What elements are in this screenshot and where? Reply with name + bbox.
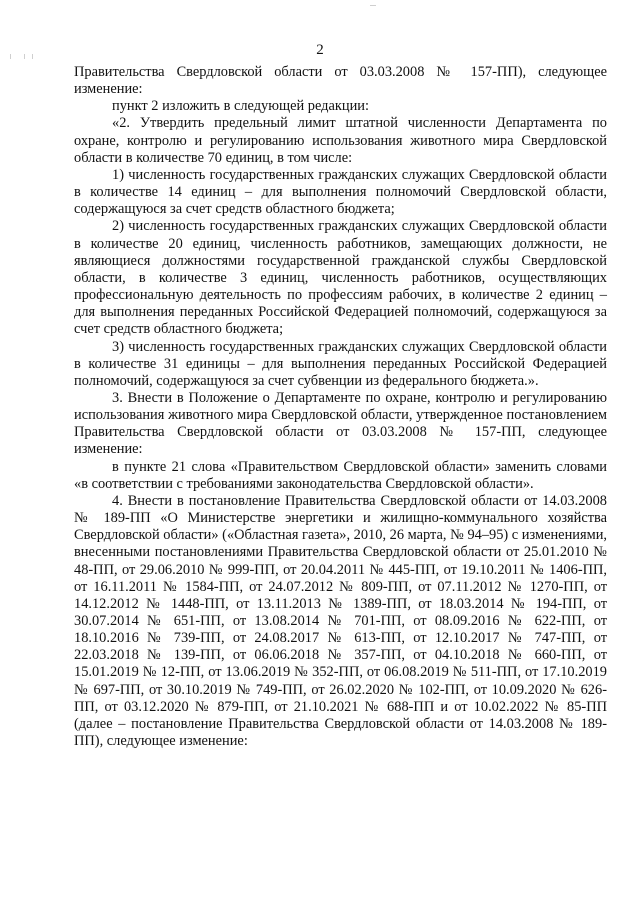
scan-artifact-mark [370, 5, 376, 6]
document-body [74, 64, 607, 750]
paragraph: 4. Внести в постановление Правительства Свердловской области от 14.03.2008 № 189-ПП «О Министерстве энергетики и жилищно-коммунального хозяйства Свердловской области» («Областная газета», 2010, 26 марта, № 94–95) с изменениями, внесенными постановлениями Правительства Свердловской области от 25.01.2010 № 48-ПП, от 29.06.2010 № 999-ПП, от 20.04.2011 № 445-ПП, от 19.10.2011 № 1406-ПП, от 16.11.2011 № 1584-ПП, от 24.07.2012 № 809-ПП, от 07.11.2012 № 1270-ПП, от 14.12.2012 № 1448-ПП, от 13.11.2013 № 1389-ПП, от 18.03.2014 № 194-ПП, от 30.07.2014 № 651-ПП, от 13.08.2014 № 701-ПП, от 08.09.2016 № 622-ПП, от 18.10.2016 № 739-ПП, от 24.08.2017 № 613-ПП, от 12.10.2017 № 747-ПП, от 22.03.2018 № 139-ПП, от 06.06.2018 № 357-ПП, от 04.10.2018 № 660-ПП, от 15.01.2019 № 12-ПП, от 13.06.2019 № 352-ПП, от 06.08.2019 № 511-ПП, от 17.10.2019 № 697-ПП, от 30.10.2019 № 749-ПП, от 26.02.2020 № 102-ПП, от 10.09.2020 № 626-ПП, от 03.12.2020 № 879-ПП, от 21.10.2021 № 688-ПП и от 10.02.2022 № 85-ПП (далее – постановление Правительства Свердловской области от 14.03.2008 № 189-ПП), следующее изменение: [74, 492, 607, 750]
page-number: 2 [316, 42, 324, 58]
paragraph: Правительства Свердловской области от 03.03.2008 № 157-ПП), следующее изменение: [74, 64, 607, 98]
paragraph: 3. Внести в Положение о Департаменте по охране, контролю и регулированию использования животного мира Свердловской области, утвержденное постановлением Правительства Свердловской области от 03.03.2008 № 157-ПП, следующее изменение: [74, 389, 607, 458]
paragraph: 2) численность государственных гражданских служащих Свердловской области в количестве 20 единиц, численность работников, замещающих должности, не являющиеся должностями государственной гражданской службы Свердловской области, в количестве 3 единиц, численность работников, осуществляющих профессиональную деятельность по профессиям рабочих, в количестве 2 единиц – для выполнения переданных Российской Федерацией полномочий, содержащуюся за счет средств областного бюджета; [74, 218, 607, 338]
paragraph: 3) численность государственных гражданских служащих Свердловской области в количестве 31 единицы – для выполнения переданных Российской Федерацией полномочий, содержащуюся за счет субвенции из федерального бюджета.». [74, 338, 607, 389]
paragraph: «2. Утвердить предельный лимит штатной численности Департамента по охране, контролю и регулированию использования животного мира Свердловской области в количестве 70 единиц, в том числе: [74, 115, 607, 166]
paragraph: в пункте 21 слова «Правительством Свердловской области» заменить словами «в соответствии с требованиями законодательства Свердловской области». [74, 458, 607, 492]
paragraph: 1) численность государственных гражданских служащих Свердловской области в количестве 14 единиц – для выполнения полномочий Свердловской области, содержащуюся за счет средств областного бюджета; [74, 166, 607, 218]
paragraph: пункт 2 изложить в следующей редакции: [112, 98, 369, 115]
